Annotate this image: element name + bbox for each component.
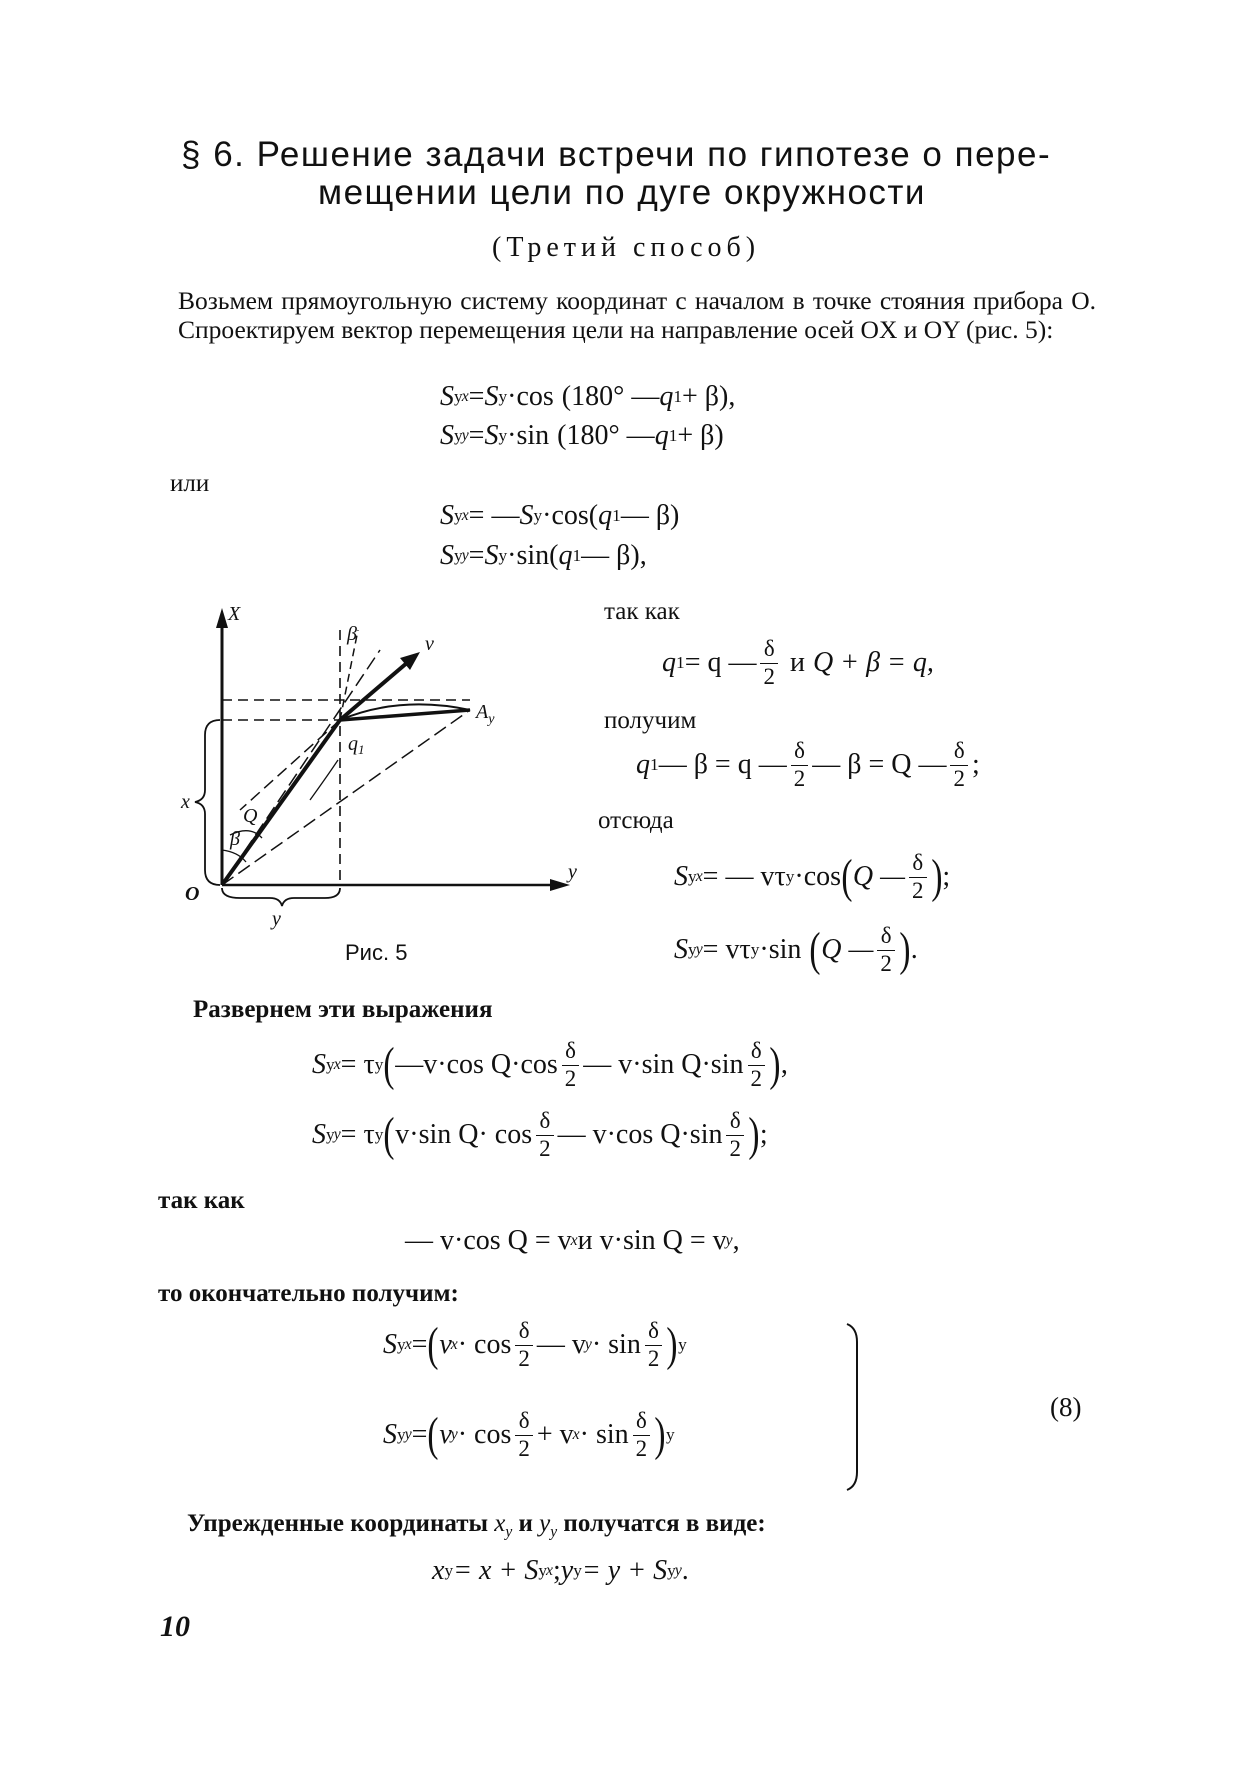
formula-q1-minus-beta: q 1 — β = q — $\frac{\delta}{2}$ — β = Q — $\frac{\delta}{2}$ ; xyxy=(636,738,980,791)
vector-o-to-target xyxy=(222,720,340,885)
word-otsyuda: отсюда xyxy=(598,807,674,834)
formula-final-sy: S у y = ( v y · cos $\frac{\delta}{2}$ + v x · sin $\frac{\delta}{2}$ ) у xyxy=(383,1408,675,1461)
label-Ay: $A_y$ xyxy=(476,701,495,727)
x-axis-arrow xyxy=(216,608,228,628)
upr-sentence: Упрежденные координаты $x_у$ и $y_у$ получатся в виде: xyxy=(187,1510,766,1541)
formula-sy-1: S у y = S у · sin (180° — q 1 + β) xyxy=(440,420,724,451)
section-subtitle: (Третий способ) xyxy=(492,232,761,263)
y-brace xyxy=(222,888,340,906)
formula-lead-coords: x у = x + S у x ; y у = y + S у y . xyxy=(432,1555,689,1586)
intro-paragraph: Возьмем прямоугольную систему координат с началом в точке стояния прибора O. Спроектируем вектор перемещения цели на направление осей OX и OY (рис. 5): xyxy=(178,286,1096,344)
figure-5 xyxy=(180,600,580,940)
dashed-diagonal-2 xyxy=(222,710,470,885)
figure-caption: Рис. 5 xyxy=(345,940,408,965)
chord-to-Ay xyxy=(340,710,470,720)
formula-velocity-components: — v·cos Q = v x и v·sin Q = v y , xyxy=(405,1225,740,1256)
formula-sy-otsyuda: S у y = vτ у · sin ( Q — $\frac{\delta}{2}$ ) . xyxy=(674,923,918,976)
label-Q: Q xyxy=(243,805,258,827)
label-beta-top: β xyxy=(347,623,357,645)
word-poluchim: получим xyxy=(604,707,697,734)
word-tak-kak-2: так как xyxy=(158,1187,245,1214)
formula-sy-expanded: S у y = τ у ( v·sin Q· cos $\frac{\delta}{2}$ — v·cos Q·sin $\frac{\delta}{2}$ ) ; xyxy=(312,1108,768,1161)
label-O: O xyxy=(185,883,200,905)
label-beta-low: β xyxy=(230,828,240,850)
word-razvernem: Развернем эти выражения xyxy=(193,996,493,1023)
label-v: v xyxy=(425,633,434,655)
word-ili: или xyxy=(170,470,210,497)
formula-final-sx: S у x = ( v x · cos $\frac{\delta}{2}$ — v y · sin $\frac{\delta}{2}$ ) у xyxy=(383,1318,687,1371)
label-x-brace: x xyxy=(181,791,190,813)
angle-q1-arc xyxy=(310,760,338,800)
formula-sx-2: S у x = — S у · cos ( q 1 — β) xyxy=(440,500,680,531)
label-y-axis: y xyxy=(568,861,577,883)
section-heading-line-2: мещении цели по дуге окружности xyxy=(318,173,926,212)
page-number: 10 xyxy=(160,1610,190,1643)
formula-q1-def: q 1 = q — $\frac{\delta}{2}$ и Q + β = q, xyxy=(662,636,934,689)
formula-sx-1: S у x = S у · cos (180° — q 1 + β), xyxy=(440,381,736,412)
formula-sx-expanded: S у x = τ у ( —v·cos Q·cos $\frac{\delta}{2}$ — v·sin Q·sin $\frac{\delta}{2}$ ) , xyxy=(312,1038,788,1091)
label-q1: $q_1$ xyxy=(348,733,365,757)
formula-sx-otsyuda: S у x = — vτ у · cos ( Q — $\frac{\delta}{2}$ ) ; xyxy=(674,850,951,903)
equation-number: (8) xyxy=(1050,1392,1082,1422)
label-X: X xyxy=(228,603,241,625)
section-heading-line-1: § 6. Решение задачи встречи по гипотезе о пере- xyxy=(181,135,1052,174)
velocity-vector xyxy=(340,662,408,720)
dashed-back-line xyxy=(240,720,340,810)
y-axis-arrow xyxy=(550,879,570,891)
word-tak-kak: так как xyxy=(604,598,680,625)
formula-sy-2: S у y = S у · sin ( q 1 — β), xyxy=(440,540,647,571)
x-brace xyxy=(195,720,220,885)
word-okonchatelno: то окончательно получим: xyxy=(158,1280,459,1307)
label-y-brace: y xyxy=(272,908,281,930)
system-bracket xyxy=(845,1322,865,1492)
